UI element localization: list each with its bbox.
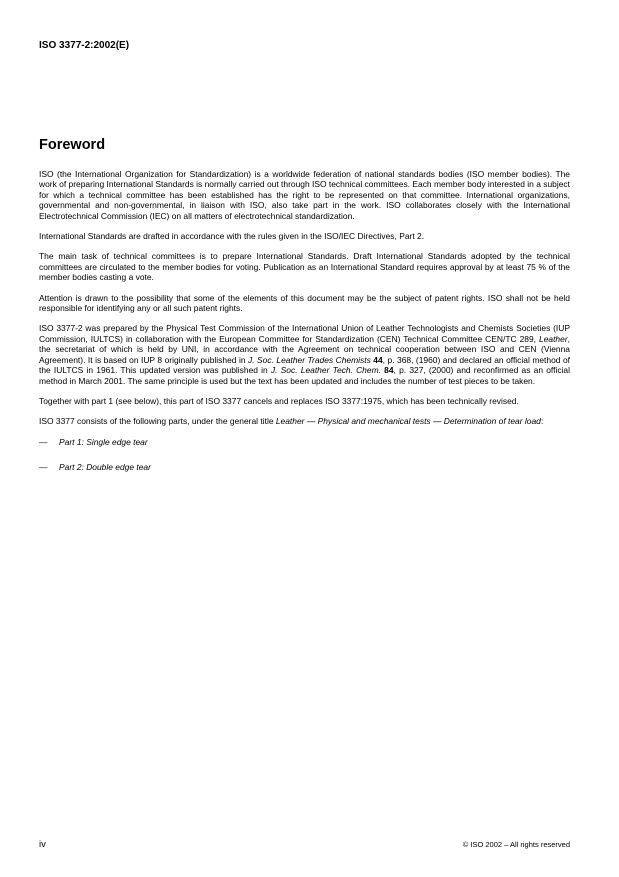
dash-marker: — (39, 462, 48, 473)
list-item-text: Part 2: Double edge tear (59, 462, 151, 473)
italic-run: Leather (539, 333, 568, 344)
list-item (39, 437, 570, 447)
paragraph-patent-rights: Attention is drawn to the possibility that some of the elements of this document may be the subject of patent rights. ISO shall not be held responsible for identifying any or all such patent rights. (39, 292, 570, 314)
copyright-notice: © ISO 2002 – All rights reserved (462, 840, 570, 849)
paragraph-replacement: Together with part 1 (see below), this part of ISO 3377 cancels and replaces ISO 3377:1975, which has been technically revised. (39, 395, 519, 406)
general-title: Leather — Physical and mechanical tests — Determination of tear load (275, 416, 541, 427)
paragraph-committees: The main task of technical committees is to prepare International Standards. Draft International Standards adopted by the technical committees are circulated to the member bodies for voting. Publication as an International Standard requires approval by at least 75 % of the member bodies casting a vote. (39, 251, 570, 283)
text-run: ISO 3377-2 was prepared by the Physical Test Commission of the International Union of Leather Technologists and Chemists Societies (IUP Commission, IULTCS) in collaboration with the European Committee for Standardization (CEN) Technical Committee CEN/TC 289, (39, 323, 570, 344)
text-run: , the secretariat of which is held by UNI, in accordance with the Agreement on technical cooperation between ISO and CEN (Vienna Agreement). It is based on IUP 8 originally published in (39, 333, 570, 365)
list-item (39, 462, 570, 472)
page-title: Foreword (39, 137, 106, 153)
volume-number: 44 (373, 354, 383, 365)
paragraph-preparation (39, 323, 570, 385)
page-number: iv (39, 839, 46, 850)
journal-title: J. Soc. Leather Tech. Chem. (270, 365, 381, 376)
text-run: ISO 3377 consists of the following parts, under the general title (39, 416, 276, 427)
text-run: , p. 327, (2000) and reconfirmed as an official method in March 2001. The same principle is used but the text has been updated and includes the number of test pieces to be taken. (39, 365, 570, 386)
foreword-body (39, 169, 570, 488)
document-id-header: ISO 3377-2:2002(E) (39, 40, 130, 51)
journal-title: J. Soc. Leather Trades Chemists (248, 354, 371, 365)
paragraph-parts (39, 416, 570, 426)
text-run: , p. 368, (1960) and declared an official method of the IULTCS in 1961. This updated version was published in (39, 354, 570, 376)
list-item-text: Part 1: Single edge tear (59, 436, 148, 447)
text-run: : (540, 416, 544, 427)
paragraph-directives: International Standards are drafted in accordance with the rules given in the ISO/IEC Directives, Part 2. (39, 231, 425, 242)
paragraph-iso-intro: ISO (the International Organization for Standardization) is a worldwide federation of national standards bodies (ISO member bodies). The work of preparing International Standards is normally carried out through ISO technical committees. Each member body interested in a subject for which a technical committee has been established has the right to be represented on that committee. International organizations, governmental and non-governmental, in liaison with ISO, also take part in the work. ISO collaborates closely with the International Electrotechnical Commission (IEC) on all matters of electrotechnical standardization. (39, 169, 570, 221)
volume-number: 84 (384, 365, 394, 376)
dash-marker: — (39, 436, 48, 447)
